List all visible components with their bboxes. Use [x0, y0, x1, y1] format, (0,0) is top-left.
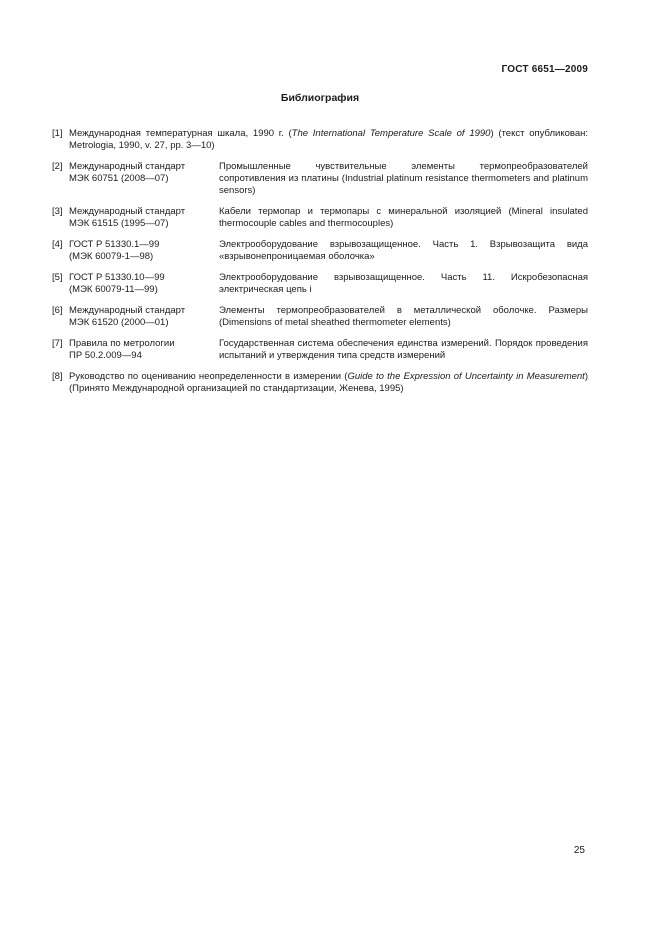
- bibliography-entry: [52, 272, 588, 296]
- entry-source-line: МЭК 60751 (2008—07): [69, 173, 169, 184]
- bibliography-list: [52, 128, 588, 404]
- entry-source-line: ГОСТ Р 51330.1—99: [69, 239, 160, 250]
- entry-source-line: МЭК 61515 (1995—07): [69, 218, 169, 229]
- entry-description: Электрооборудование взрывозащищенное. Часть 11. Искробезопасная электрическая цепь i: [219, 272, 588, 295]
- entry-number: [3]: [52, 206, 63, 217]
- entry-number: [1]: [52, 128, 63, 139]
- entry-number: [8]: [52, 371, 63, 382]
- entry-text-pre: Руководство по оцениванию неопределенности в измерении (: [69, 371, 348, 382]
- entry-number: [4]: [52, 239, 63, 250]
- entry-source-line: Международный стандарт: [69, 161, 186, 172]
- entry-number: [2]: [52, 161, 63, 172]
- entry-source: [69, 272, 219, 296]
- entry-source-line: ПР 50.2.009—94: [69, 350, 142, 361]
- entry-text: [69, 128, 588, 152]
- bibliography-entry: [52, 239, 588, 263]
- entry-source-line: (МЭК 60079-1—98): [69, 251, 154, 262]
- entry-source: [69, 161, 219, 185]
- entry-description: Элементы термопреобразователей в металлической оболочке. Размеры (Dimensions of metal sheathed thermometer elements): [219, 305, 588, 328]
- bibliography-entry: [52, 305, 588, 329]
- entry-number: [7]: [52, 338, 63, 349]
- entry-description: Электрооборудование взрывозащищенное. Часть 1. Взрывозащита вида «взрывонепроницаемая оболочка»: [219, 239, 588, 262]
- entry-source: [69, 206, 219, 230]
- entry-source: [69, 338, 219, 362]
- entry-source-line: Международный стандарт: [69, 305, 186, 316]
- entry-number: [5]: [52, 272, 63, 283]
- entry-source-line: (МЭК 60079-11—99): [69, 284, 158, 295]
- bibliography-entry: [52, 128, 588, 152]
- bibliography-entry: [52, 206, 588, 230]
- entry-text-pre: Международная температурная шкала, 1990 г. (: [69, 128, 292, 139]
- entry-description: Государственная система обеспечения единства измерений. Порядок проведения испытаний и утверждения типа средств измерений: [219, 338, 588, 361]
- entry-source-line: МЭК 61520 (2000—01): [69, 317, 169, 328]
- entry-text-foreign-title: The International Temperature Scale of 1990: [291, 128, 491, 139]
- entry-source-line: Международный стандарт: [69, 206, 186, 217]
- entry-source: [69, 305, 219, 329]
- bibliography-entry: [52, 161, 588, 197]
- bibliography-entry: [52, 371, 588, 395]
- bibliography-entry: [52, 338, 588, 362]
- entry-description: Промышленные чувствительные элементы термопреобразователей сопротивления из платины (Industrial platinum resistance thermometers and platinum sensors): [219, 161, 588, 196]
- entry-text-post: ) (текст опубликован: Metrologia, 1990, v. 27, pp. 3—10): [69, 128, 589, 151]
- entry-source-line: Правила по метрологии: [69, 338, 175, 349]
- entry-source-line: ГОСТ Р 51330.10—99: [69, 272, 165, 283]
- entry-text-post: ) (Принято Международной организацией по стандартизации, Женева, 1995): [69, 371, 588, 394]
- entry-number: [6]: [52, 305, 63, 316]
- entry-text-foreign-title: Guide to the Expression of Uncertainty in Measurement: [347, 371, 585, 382]
- page-title: Библиография: [280, 92, 360, 104]
- entry-description: Кабели термопар и термопары с минеральной изоляцией (Mineral insulated thermocouple cables and thermocouples): [219, 206, 588, 229]
- entry-source: [69, 239, 219, 263]
- entry-text: [69, 371, 588, 395]
- document-standard-number: ГОСТ 6651—2009: [501, 64, 588, 75]
- page-number: 25: [573, 845, 585, 856]
